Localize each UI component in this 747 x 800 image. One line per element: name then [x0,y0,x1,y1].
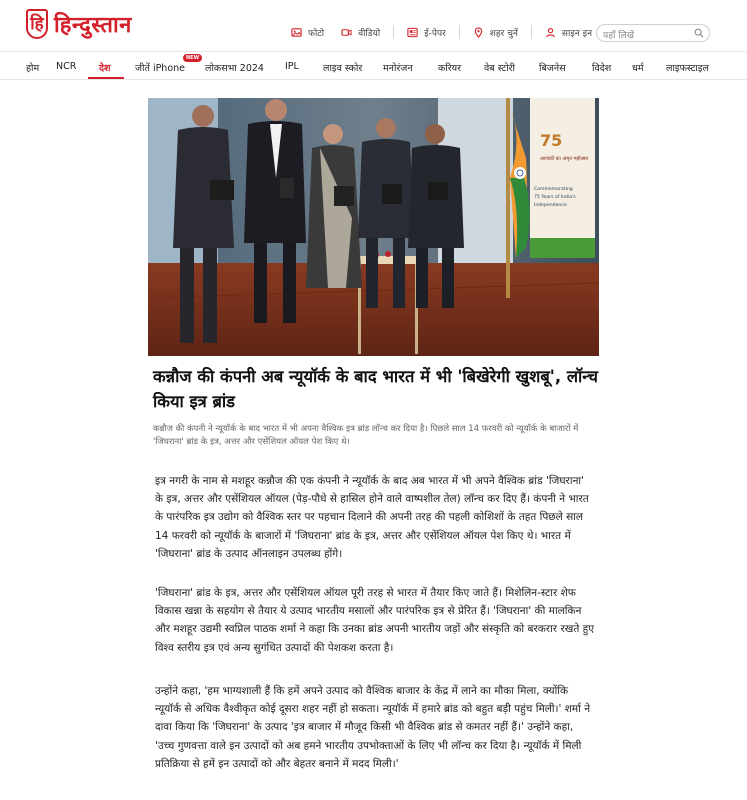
nav-item-loksabha[interactable]: लोकसभा 2024 [205,63,264,74]
new-badge: NEW [183,54,202,62]
main-nav [0,53,747,80]
nav-item-dharm[interactable]: धर्म [632,63,644,74]
tool-divider [393,25,394,39]
nav-item-iphone[interactable]: जीतें iPhone NEW [135,61,185,74]
header-tools [291,25,609,39]
epaper-icon [407,27,418,38]
banner-hindi: आज़ादी का अमृत महोत्सव [540,156,589,162]
nav-item-entertainment[interactable]: मनोरंजन [383,63,413,74]
article-photo[interactable] [148,98,599,356]
nav-item-business[interactable]: बिजनेस [539,63,566,74]
user-icon [545,27,556,38]
tool-divider [531,25,532,39]
active-tab-indicator [88,77,124,79]
launch-event-image [148,98,599,356]
nav-item-live-score[interactable]: लाइव स्कोर [323,63,363,74]
search-placeholder: यहाँ लिखें [603,31,634,41]
article-headline: कन्नौज की कंपनी अब न्यूयॉर्क के बाद भारत में भी 'बिखेरेगी खुशबू', लॉन्च किया इत्र ब्रांड [153,367,599,411]
video-link[interactable]: वीडियो [341,26,380,39]
logo-emblem: हि [26,9,48,39]
nav-item-ncr[interactable]: NCR [56,61,77,72]
article-summary: कन्नौज की कंपनी ने न्यूयॉर्क के बाद भारत में भी अपना वैश्विक इत्र ब्रांड लॉन्च कर दिया है। पिछले साल 14 फरवरी को न्यूयॉर्क के बाजारों में 'जिघराना' ब्रांड के इत्र, अत्तर और एसेंशियल ऑयल पेश किए थे। [153,424,579,447]
tool-divider [459,25,460,39]
nav-item-web-story[interactable]: वेब स्टोरी [484,63,516,74]
banner-line1: Commemorating [534,187,573,192]
nav-item-home[interactable]: होम [26,63,40,74]
site-logo[interactable] [26,9,132,39]
nav-item-lifestyle[interactable]: लाइफस्टाइल [666,63,709,74]
banner-line2: 75 Years of India's [534,195,576,200]
video-icon [341,27,352,38]
article-paragraph: उन्होंने कहा, 'हम भाग्यशाली हैं कि हमें अपने उत्पाद को वैश्विक बाजार के केंद्र में लाने का मौका मिला, क्योंकि न्यूयॉर्क से अधिक वैश्वीकृत कोई दूसरा शहर नहीं हो सकता। न्यूयॉर्क में हमारे ब्रांड को बहुत बड़ी पहुंच मिली।' शर्मा ने दावा किया कि 'जिघराना' के उत्पाद 'इत्र बाजार में मौजूद किसी भी वैश्विक ब्रांड से कमतर नहीं हैं।' उन्होंने कहा, 'उच्च गुणवत्ता वाले इन उत्पादों को अब हमने भारतीय उपभोक्ताओं के लिए भी लॉन्च कर दिया है। न्यूयॉर्क में मिली प्रतिक्रिया से हमें इन उत्पादों को और बेहतर बनाने में मदद मिली।' [155,685,591,770]
article-paragraph: 'जिघराना' ब्रांड के इत्र, अत्तर और एसेंशियल ऑयल पूरी तरह से भारत में तैयार किए जाते हैं। मिशेलिन-स्टार शेफ विकास खन्ना के सहयोग से तैयार ये उत्पाद भारतीय मसालों और पारंपरिक इत्र से प्रेरित हैं। 'जिघराना' की मालकिन और मशहूर उद्यमी स्वप्निल पाठक शर्मा ने कहा कि उनका ब्रांड अपनी भारतीय जड़ों और संस्कृति को बरकरार रखते हुए विश्व स्तरीय इत्र एवं अन्य सुगंधित उत्पादों की पेशकश करता है। [155,587,595,654]
nav-item-videsh[interactable]: विदेश [592,63,612,74]
search-input[interactable] [596,24,710,42]
epaper-link[interactable]: ई-पेपर [407,26,446,39]
photo-link[interactable]: फोटो [291,26,324,39]
article-paragraph: इत्र नगरी के नाम से मशहूर कन्नौज की एक कंपनी ने न्यूयॉर्क के बाद अब भारत में भी अपने वैश्विक ब्रांड 'जिघराना' के इत्र, अत्तर और एसेंशियल ऑयल (पेड़-पौधे से हासिल होने वाले वाष्पशील तेल) लॉन्च कर दिए हैं। कंपनी ने भारत के पारंपरिक इत्र उद्योग को वैश्विक स्तर पर पहचान दिलाने की अपनी तरह की पहली कोशिशों के तहत पिछले साल 14 फरवरी को न्यूयॉर्क के बाजारों में 'जिघराना' ब्रांड के इत्र, अत्तर और एसेंशियल ऑयल पेश किए थे। भारत में 'जिघराना' ब्रांड के उत्पाद ऑनलाइन उपलब्ध होंगे। [155,475,589,560]
city-select[interactable]: शहर चुनें [473,26,518,39]
nav-item-desh[interactable]: देश [99,63,111,74]
nav-item-career[interactable]: करियर [438,63,462,74]
search-icon[interactable] [694,28,704,38]
location-pin-icon [473,27,484,38]
nav-item-ipl[interactable]: IPL [285,61,299,72]
site-name: हिन्दुस्तान [54,13,132,38]
sign-in-link[interactable]: साइन इन [545,26,592,39]
site-header [0,0,747,52]
photo-icon [291,27,302,38]
banner-number: 75 [540,131,563,150]
banner-line3: Independence [534,203,567,208]
